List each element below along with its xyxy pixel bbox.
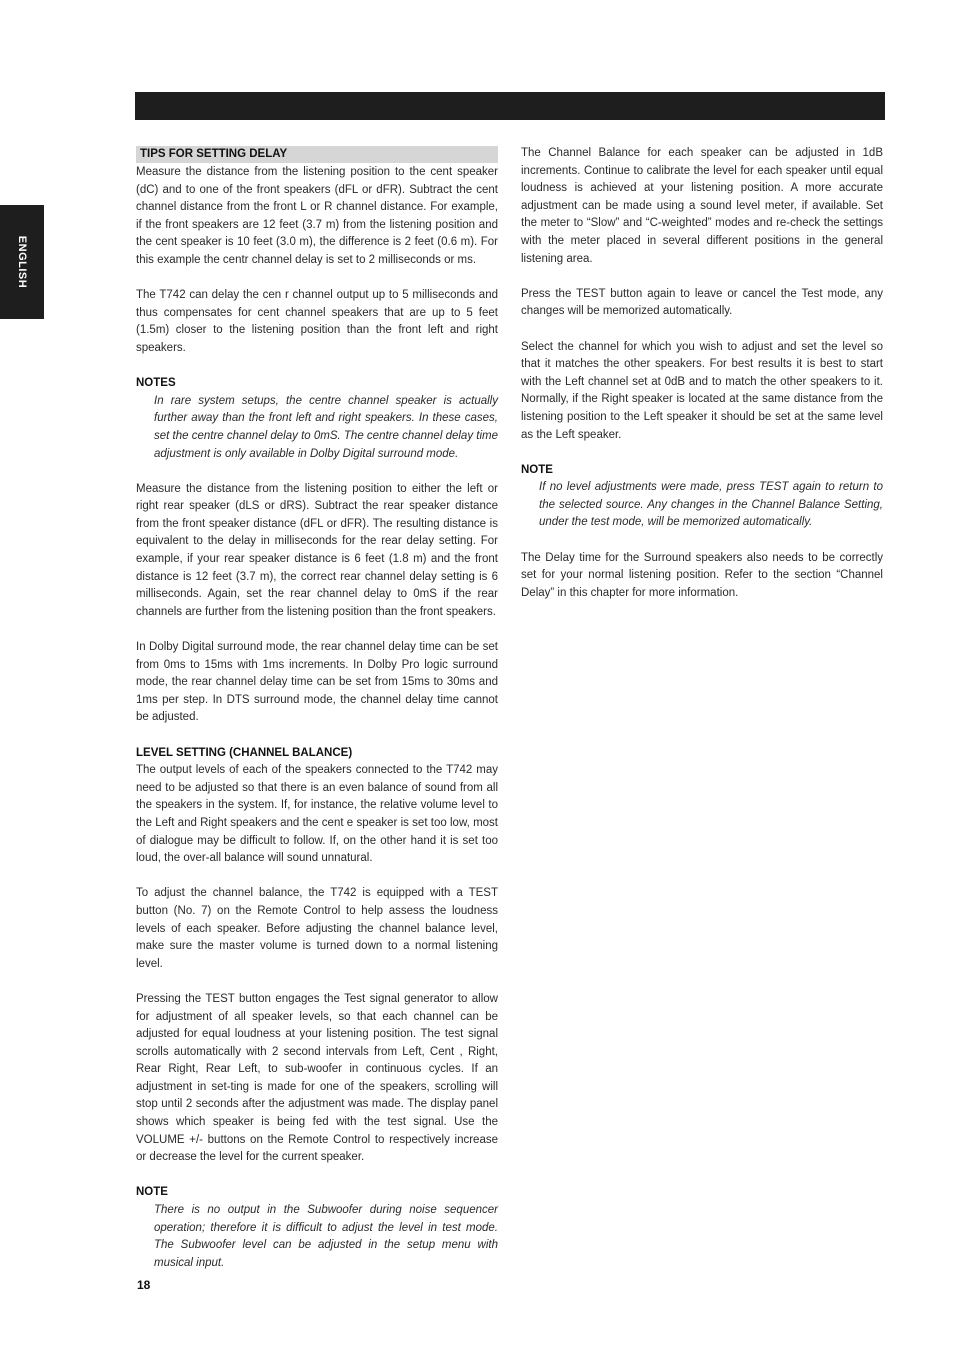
language-tab (0, 205, 44, 319)
notes-heading: NOTES (136, 377, 176, 390)
right-column (521, 145, 883, 620)
tips-paragraph-2: The T742 can delay the cen r channel output up to 5 milliseconds and thus compensates for cent channel speakers that are up to 5 feet (1.5m) closer to the listening position than the front left and right speakers. (136, 289, 498, 354)
tips-section-title: TIPS FOR SETTING DELAY (136, 146, 498, 163)
page-number: 18 (137, 1278, 151, 1292)
subwoofer-note-heading: NOTE (136, 1186, 168, 1199)
test-note-heading: NOTE (521, 463, 553, 476)
language-tab-label: ENGLISH (16, 235, 28, 289)
rear-delay-paragraph: Measure the distance from the listening position to either the left or right rear speaker (dLS or dRS). Subtract the rear speaker distance from the front speaker distance (dFL or dFR). The resulting distance is equivalent to the delay in milliseconds for the rear delay setting. For example, if your rear speaker distance is 6 feet (1.8 m) and the front distance is 12 feet (3.7 m), the correct rear channel delay setting is 6 milliseconds. Again, set the rear channel delay to 0mS if the rear channels are further from the listening position than the front speakers. (136, 482, 498, 618)
balance-paragraph-2: Press the TEST button again to leave or cancel the Test mode, any changes will be memorized automatically. (521, 287, 883, 318)
header-bar (135, 92, 885, 120)
balance-paragraph-3: Select the channel for which you wish to adjust and set the level so that it matches the other speakers. For best results it is best to start with the Left channel set at 0dB and to match the other speakers to it. Normally, if the Right speaker is located at the same distance from the listening position to the Left speaker it should be set at the same level as the Left speaker. (521, 340, 883, 441)
balance-paragraph-1: The Channel Balance for each speaker can be adjusted in 1dB increments. Continue to calibrate the level for each speaker until equal loudness is achieved at your listening position. A more accurate adjustment can be made using a sound level meter, if available. Set the meter to “Slow” and “C-weighted” modes and re-check the settings with the meter placed in several different positions in the general listening area. (521, 147, 883, 265)
level-paragraph-1: The output levels of each of the speakers connected to the T742 may need to be adjusted so that there is an even balance of sound from all the speakers in the system. If, for instance, the relative volume level to the Left and Right speakers and the cent e speaker is set too low, most of dialogue may be difficult to follow. If, on the other hand it is set too loud, the over-all balance will sound unnatural. (136, 764, 498, 865)
left-column (136, 145, 498, 1290)
test-note-text: If no level adjustments were made, press TEST again to return to the selected source. Any changes in the Channel Balance Setting, under the test mode, will be memorized automatically. (539, 481, 883, 529)
subwoofer-note-text: There is no output in the Subwoofer during noise sequencer operation; therefore it is difficult to adjust the level in test mode. The Subwoofer level can be adjusted in the setup menu with musical input. (154, 1204, 498, 1269)
surround-mode-paragraph: In Dolby Digital surround mode, the rear channel delay time can be set from 0ms to 15ms with 1ms increments. In Dolby Pro logic surround mode, the rear channel delay time can be set from 15ms to 30ms and 1ms per step. In DTS surround mode, the channel delay time cannot be adjusted. (136, 641, 498, 724)
tips-paragraph-1: Measure the distance from the listening position to the cent speaker (dC) and to one of the front speakers (dFL or dFR). Subtract the cent channel distance from the front L or R channel distance. For example, if the front speakers are 12 feet (3.7 m) from the listening position and the cent speaker is 10 feet (3.0 m), the difference is 2 feet (0.6 m). For this example the centr channel delay is set to 2 milliseconds or ms. (136, 166, 498, 266)
level-paragraph-2: To adjust the channel balance, the T742 is equipped with a TEST button (No. 7) on the Remote Control to help assess the loudness levels of each speaker. Before adjusting the channel balance level, make sure the master volume is turned down to a normal listening level. (136, 887, 498, 970)
level-setting-heading: LEVEL SETTING (CHANNEL BALANCE) (136, 746, 353, 759)
notes-text: In rare system setups, the centre channel speaker is actually further away than the front left and right speakers. In these cases, set the centre channel delay to 0mS. The centre channel delay time adjustment is only available in Dolby Digital surround mode. (154, 394, 498, 460)
surround-delay-paragraph: The Delay time for the Surround speakers also needs to be correctly set for your normal listening position. Refer to the section “Channel Delay” in this chapter for more information. (521, 551, 883, 599)
level-paragraph-3: Pressing the TEST button engages the Test signal generator to allow for adjustment of all speaker levels, so that each channel can be adjusted for equal loudness at your listening position. The test signal scrolls automatically with 2 second intervals from Left, Cent , Right, Rear Right, Rear Left, to sub-woofer in continuous cycles. If an adjustment in set-ting is made for one of the speakers, scrolling will stop until 2 seconds after the adjustment was made. The display panel shows which speaker is being fed with the test signal. Use the VOLUME +/- buttons on the Remote Control to respectively increase or decrease the level for the current speaker. (136, 992, 498, 1164)
